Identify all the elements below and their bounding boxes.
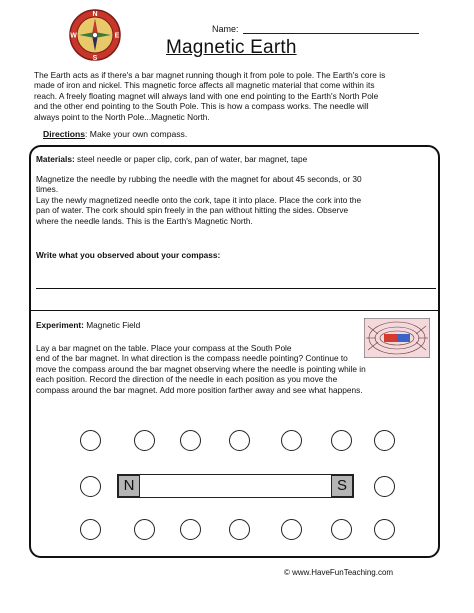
intro-line: and the other end pointing to the South Pole. This is how a compass works. The needle will: [34, 101, 369, 112]
observe-prompt: Write what you observed about your compass:: [36, 250, 221, 260]
experiment-heading: [36, 320, 140, 330]
step-line: pan of water. The cork should spin freely in the pan without hitting the sides. Observe: [36, 205, 349, 216]
footer-copyright: © www.HaveFunTeaching.com: [284, 568, 394, 577]
intro-line: made of iron and nickel. This magnetic force affects all magnetic material that come within its: [34, 80, 375, 91]
name-write-line[interactable]: [243, 24, 419, 34]
compass-position-circle[interactable]: [180, 430, 201, 451]
compass-position-circle[interactable]: [80, 519, 101, 540]
experiment-instructions: [36, 343, 446, 395]
bar-magnet: [117, 474, 354, 498]
experiment-label: Experiment:: [36, 320, 84, 330]
compass-position-circle[interactable]: [180, 519, 201, 540]
materials-text: steel needle or paper clip, cork, pan of water, bar magnet, tape: [74, 154, 308, 164]
name-label: Name:: [212, 24, 239, 34]
step-line: where the needle lands. This is the Earth's Magnetic North.: [36, 215, 253, 226]
experiment-line: Lay a bar magnet on the table. Place your compass at the South Pole: [36, 343, 292, 353]
compass-position-circle[interactable]: [374, 430, 395, 451]
answer-line[interactable]: [36, 288, 436, 289]
north-pole: N: [118, 475, 140, 497]
compass-position-circle[interactable]: [229, 430, 250, 451]
compass-position-circle[interactable]: [80, 476, 101, 497]
intro-line: The Earth acts as if there's a bar magnet running though it from pole to pole. The Earth's core is: [34, 70, 386, 80]
compass-position-circle[interactable]: [134, 430, 155, 451]
intro-line: always point to the North Pole...Magnetic North.: [34, 111, 210, 122]
experiment-line: compass around the bar magnet. Add more position farther away and see what happens.: [36, 384, 363, 395]
compass-position-circle[interactable]: [134, 519, 155, 540]
south-pole: S: [331, 475, 353, 497]
section-divider: [29, 310, 440, 311]
intro-paragraph: [34, 70, 446, 122]
experiment-title: Magnetic Field: [83, 320, 141, 330]
step-line: Lay the newly magnetized needle onto the cork, tape it into place. Place the cork into the: [36, 194, 362, 205]
directions-label: Directions: [43, 129, 86, 139]
compass-position-circle[interactable]: [331, 430, 352, 451]
compass-position-circle[interactable]: [374, 476, 395, 497]
compass-position-circle[interactable]: [331, 519, 352, 540]
directions-text: : Make your own compass.: [85, 129, 188, 139]
compass-steps: [36, 174, 436, 226]
step-line: times.: [36, 184, 59, 195]
compass-position-circle[interactable]: [374, 519, 395, 540]
intro-line: reach. A freely floating magnet will always land with one end pointing to the Earth's North Pole: [34, 90, 379, 101]
experiment-line: end of the bar magnet. In what direction is the compass needle pointing? Continue to: [36, 353, 348, 364]
directions: [43, 129, 187, 139]
page-title: Magnetic Earth: [166, 37, 297, 58]
compass-position-circle[interactable]: [80, 430, 101, 451]
compass-position-circle[interactable]: [281, 519, 302, 540]
compass-position-circle[interactable]: [229, 519, 250, 540]
compass-letter-s: S: [92, 55, 98, 62]
compass-illustration: [68, 8, 122, 62]
materials: [36, 154, 436, 164]
compass-letter-e: E: [114, 32, 120, 40]
experiment-line: each position. Record the direction of the needle in each position as you move the: [36, 374, 338, 385]
materials-label: Materials:: [36, 154, 75, 164]
name-field[interactable]: [212, 24, 452, 34]
compass-position-circle[interactable]: [281, 430, 302, 451]
compass-letter-n: N: [92, 11, 98, 18]
compass-letter-w: W: [70, 32, 77, 40]
experiment-line: move the compass around the bar magnet observing where the needle is pointing while in: [36, 363, 366, 374]
step-line: Magnetize the needle by rubbing the needle with the magnet for about 45 seconds, or 30: [36, 174, 362, 184]
